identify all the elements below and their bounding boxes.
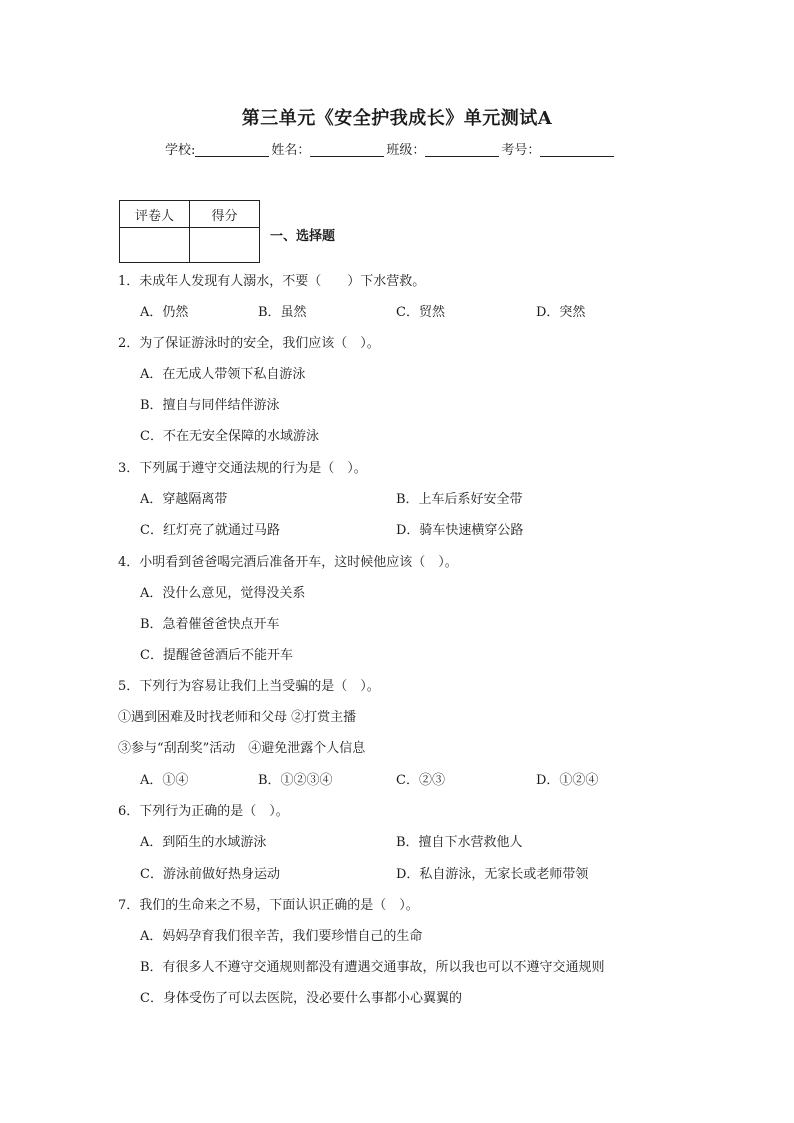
option-d[interactable]: D．突然 [536,305,586,320]
option-c[interactable]: C．提醒爸爸酒后不能开车 [140,648,293,663]
option-d[interactable]: D．骑车快速横穿公路 [396,523,524,538]
school-blank[interactable] [195,142,269,157]
option-a[interactable]: A．仍然 [140,305,189,320]
name-label: 姓名： [271,143,311,158]
option-c[interactable]: C．贸然 [396,305,445,320]
section-heading: 一、选择题 [270,229,336,244]
question-stem: 5．下列行为容易让我们上当受骗的是（ ）。 [118,679,380,694]
score-table [119,200,260,263]
statement-list: ①遇到困难及时找老师和父母 ②打赏主播 [118,710,357,725]
name-blank[interactable] [310,142,384,157]
exam-no-label: 考号： [501,143,541,158]
statement-list: ③参与“刮刮奖”活动 ④避免泄露个人信息 [118,741,366,756]
question-stem: 6．下列行为正确的是（ ）。 [118,804,289,819]
option-a[interactable]: A．①④ [140,773,189,788]
question-stem: 1．未成年人发现有人溺水，不要（ ）下水营救。 [118,274,426,289]
option-a[interactable]: A．没什么意见，觉得没关系 [140,586,306,601]
score-cell[interactable] [190,228,260,263]
option-b[interactable]: B．擅自与同伴结伴游泳 [140,398,280,413]
option-b[interactable]: B．上车后系好安全带 [396,492,523,507]
exam-no-blank[interactable] [540,142,614,157]
class-label: 班级： [386,143,426,158]
class-blank[interactable] [425,142,499,157]
option-d[interactable]: D．①②④ [536,773,599,788]
option-d[interactable]: D．私自游泳，无家长或老师带领 [396,867,589,882]
question-stem: 2．为了保证游泳时的安全，我们应该（ ）。 [118,336,380,351]
grader-cell[interactable] [120,228,190,263]
score-header: 得分 [190,201,260,228]
option-b[interactable]: B．擅自下水营救他人 [396,835,523,850]
option-c[interactable]: C．②③ [396,773,445,788]
school-label: 学校: [165,143,196,158]
question-stem: 7．我们的生命来之不易，下面认识正确的是（ ）。 [118,898,419,913]
option-b[interactable]: B．急着催爸爸快点开车 [140,617,280,632]
question-stem: 3．下列属于遵守交通法规的行为是（ ）。 [118,461,367,476]
option-a[interactable]: A．在无成人带领下私自游泳 [140,367,306,382]
page-title: 第三单元《安全护我成长》单元测试A [241,108,553,129]
option-b[interactable]: B．虽然 [258,305,307,320]
grader-header: 评卷人 [120,201,190,228]
option-a[interactable]: A．穿越隔离带 [140,492,228,507]
option-c[interactable]: C．身体受伤了可以去医院，没必要什么事都小心翼翼的 [140,991,462,1006]
option-c[interactable]: C．游泳前做好热身运动 [140,867,280,882]
student-info-line [165,139,616,158]
option-b[interactable]: B．有很多人不遵守交通规则都没有遭遇交通事故，所以我也可以不遵守交通规则 [140,960,605,975]
option-a[interactable]: A．妈妈孕育我们很辛苦，我们要珍惜自己的生命 [140,929,423,944]
option-c[interactable]: C．红灯亮了就通过马路 [140,523,280,538]
option-a[interactable]: A．到陌生的水域游泳 [140,835,267,850]
question-stem: 4．小明看到爸爸喝完酒后准备开车，这时候他应该（ ）。 [118,555,458,570]
option-b[interactable]: B．①②③④ [258,773,333,788]
option-c[interactable]: C．不在无安全保障的水域游泳 [140,429,319,444]
